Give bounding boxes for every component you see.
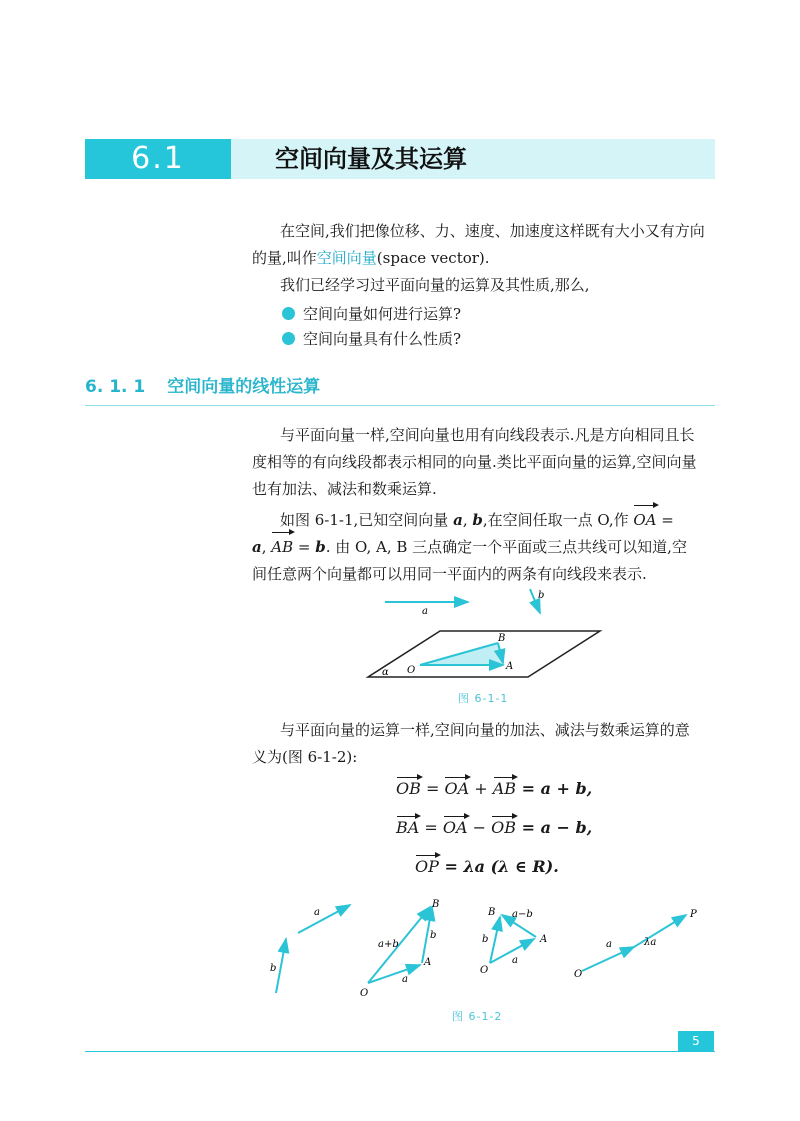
bullet-text: 空间向量如何进行运算? (303, 305, 462, 323)
term-space-vector: 空间向量 (316, 249, 377, 267)
label-alpha: α (382, 667, 389, 678)
para2-text: , (462, 511, 473, 529)
bullet-item (282, 301, 461, 328)
subsection-title: 空间向量的线性运算 (167, 377, 321, 397)
figure-6-1-1 (360, 585, 610, 685)
label-B: B (498, 633, 506, 644)
para2-text: , (261, 538, 272, 556)
label-A: A (506, 661, 514, 672)
section-banner (85, 139, 715, 179)
label-lambda-a: λa (644, 937, 657, 948)
figure-2-caption: 图 6-1-2 (452, 1010, 503, 1023)
formula-text: = (419, 818, 443, 837)
formula-rhs: = a − b, (516, 818, 593, 837)
vector-b-arrow (276, 939, 286, 993)
label-a: a (402, 974, 408, 985)
para1-line-1: 与平面向量一样,空间向量也用有向线段表示.凡是方向相同且长 (280, 426, 695, 444)
vector-b: b (315, 538, 326, 556)
subsection-heading (85, 372, 320, 397)
formula-text: + (469, 779, 493, 798)
vector-OB: OB (396, 779, 421, 798)
label-a: a (512, 955, 518, 966)
intro-line-3: 我们已经学习过平面向量的运算及其性质,那么, (280, 276, 590, 294)
vector-AB: AB (492, 779, 517, 798)
vector-a-arrow (582, 947, 634, 971)
vector-OP: OP (415, 857, 439, 876)
figure-1-caption: 图 6-1-1 (458, 692, 509, 705)
para3-line-2: 义为(图 6-1-2): (252, 748, 358, 766)
para2-text: = (293, 538, 316, 556)
label-O: O (407, 665, 416, 676)
subsection-number: 6. 1. 1 (85, 377, 146, 397)
label-a: a (422, 606, 428, 617)
formula-rhs: = a + b, (516, 779, 593, 798)
intro-line-2-pre: 的量,叫作 (252, 249, 317, 267)
section-title: 空间向量及其运算 (275, 145, 467, 173)
label-O: O (574, 969, 583, 980)
page-number: 5 (678, 1031, 714, 1051)
label-a: a (606, 939, 612, 950)
vector-a: a (252, 538, 262, 556)
vector-a: a (453, 511, 463, 529)
label-P: P (690, 909, 697, 920)
label-A: A (540, 934, 548, 945)
formula-text: = (420, 779, 445, 798)
vector-BA: BA (396, 818, 420, 837)
para1-line-2: 度相等的有向线段都表示相同的向量.类比平面向量的运算,空间向量 (252, 453, 697, 471)
para2-text: . 由 O, A, B 三点确定一个平面或三点共线可以知道,空 (325, 538, 687, 556)
label-a: a (314, 907, 320, 918)
vector-lambda-a (634, 915, 686, 947)
vector-b: b (472, 511, 483, 529)
para1-line-3: 也有加法、减法和数乘运算. (252, 480, 437, 498)
vector-OA: OA (442, 818, 468, 837)
bullet-dot-icon (282, 307, 295, 320)
subsection-rule (85, 405, 715, 406)
vector-OA: OA (444, 779, 470, 798)
formula-rhs: = λa (λ ∈ R). (438, 857, 559, 876)
para2-line-2 (252, 534, 687, 561)
label-b: b (270, 963, 277, 974)
vector-a-arrow (298, 905, 350, 933)
vector-b-arrow (490, 917, 500, 963)
bullet-dot-icon (282, 332, 295, 345)
para2-text: 如图 6-1-1,已知空间向量 (280, 511, 454, 529)
label-A: A (424, 957, 432, 968)
formula-subtraction (396, 818, 592, 837)
para2-text: = (656, 511, 674, 529)
label-O: O (480, 965, 489, 976)
section-number: 6.1 (85, 139, 231, 179)
label-b: b (538, 590, 545, 601)
intro-line-2-post: (space vector). (376, 249, 490, 267)
vector-OB: OB (491, 818, 517, 837)
label-b: b (482, 934, 489, 945)
bullet-text: 空间向量具有什么性质? (303, 330, 462, 348)
label-B: B (432, 899, 440, 910)
formula-text: − (467, 818, 492, 837)
intro-line-1: 在空间,我们把像位移、力、速度、加速度这样既有大小又有方向 (280, 222, 705, 240)
para2-text: ,在空间任取一点 O,作 (482, 511, 634, 529)
para3-line-1: 与平面向量的运算一样,空间向量的加法、减法与数乘运算的意 (280, 721, 690, 739)
label-a-minus-b: a−b (512, 909, 533, 920)
label-a-plus-b: a+b (378, 939, 399, 950)
figure-6-1-2 (262, 895, 712, 1005)
formula-addition (396, 779, 592, 798)
label-b: b (430, 930, 437, 941)
vector-AB: AB (271, 534, 293, 561)
intro-line-2 (252, 245, 490, 272)
label-B: B (488, 907, 496, 918)
formula-scalar (415, 857, 559, 876)
para2-line-1 (280, 507, 674, 534)
footer-rule (85, 1051, 715, 1052)
bullet-item (282, 326, 461, 353)
para2-line-3: 间任意两个向量都可以用同一平面内的两条有向线段来表示. (252, 565, 647, 583)
label-O: O (360, 988, 369, 999)
vector-OA: OA (633, 507, 656, 534)
